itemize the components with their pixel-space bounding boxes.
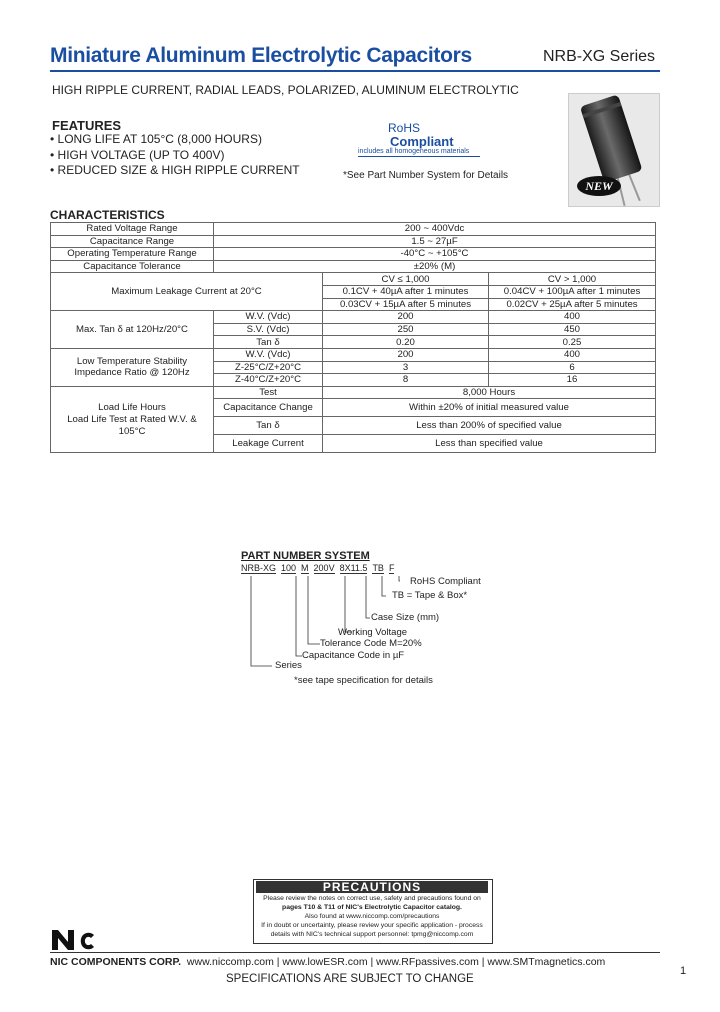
- table-row: [51, 260, 656, 273]
- rohs-detail: includes all homogeneous materials: [358, 148, 470, 155]
- row-label: Rated Voltage Range: [51, 223, 214, 236]
- label-series: Series: [275, 660, 302, 671]
- table-row: [51, 348, 656, 361]
- precaution-line: If in doubt or uncertainty, please review your specific application - process: [261, 922, 483, 929]
- cell: 8: [323, 374, 489, 387]
- code-voltage: 200V: [313, 563, 335, 573]
- page-title: Miniature Aluminum Electrolytic Capacitors: [50, 44, 472, 67]
- cell: 16: [489, 374, 656, 387]
- series-name: NRB-XG Series: [543, 48, 656, 65]
- label-tape-box: TB = Tape & Box*: [392, 590, 468, 601]
- code-packaging: TB: [372, 563, 384, 573]
- cell: 6: [489, 361, 656, 374]
- row-label: Maximum Leakage Current at 20°C: [51, 273, 323, 311]
- cell: 3: [323, 361, 489, 374]
- table-row: [51, 235, 656, 248]
- cell: Less than 200% of specified value: [323, 417, 656, 435]
- spec-change-notice: SPECIFICATIONS ARE SUBJECT TO CHANGE: [226, 973, 474, 985]
- tape-note: *see tape specification for details: [294, 675, 433, 686]
- lowtemp-label-1: Low Temperature Stability: [76, 356, 188, 368]
- cell: 200: [323, 348, 489, 361]
- part-number-code: [241, 563, 399, 574]
- rohs-compliant: Compliant: [390, 134, 454, 149]
- cell: 0.03CV + 15µA after 5 minutes: [323, 298, 489, 311]
- cell: 400: [489, 311, 656, 324]
- row-label: [51, 348, 214, 386]
- table-row: [51, 248, 656, 261]
- cell: Within ±20% of initial measured value: [323, 399, 656, 417]
- loadlife-label-2: Load Life Test at Rated W.V. & 105°C: [67, 413, 197, 437]
- code-series: NRB-XG: [241, 563, 277, 573]
- feature-item: • LONG LIFE AT 105°C (8,000 HOURS): [50, 132, 262, 146]
- row-value: ±20% (M): [214, 260, 656, 273]
- sub-label: Test: [214, 386, 323, 399]
- cell: 0.1CV + 40µA after 1 minutes: [323, 285, 489, 298]
- cell: 0.04CV + 100µA after 1 minutes: [489, 285, 656, 298]
- col-header: CV ≤ 1,000: [323, 273, 489, 286]
- row-value: 200 ~ 400Vdc: [214, 223, 656, 236]
- feature-item: • REDUCED SIZE & HIGH RIPPLE CURRENT: [50, 163, 300, 177]
- row-value: -40°C ~ +105°C: [214, 248, 656, 261]
- page-number: 1: [680, 965, 687, 977]
- cell: 0.25: [489, 336, 656, 349]
- loadlife-label-1: Load Life Hours: [98, 401, 166, 413]
- table-row: [51, 223, 656, 236]
- label-case-size: Case Size (mm): [371, 612, 440, 623]
- code-capacitance: 100: [281, 563, 297, 573]
- lowtemp-label-2: Impedance Ratio @ 120Hz: [74, 367, 190, 379]
- rohs-label: RoHS: [388, 121, 421, 135]
- precautions-heading: PRECAUTIONS: [256, 881, 488, 893]
- cell: 0.20: [323, 336, 489, 349]
- row-label: Operating Temperature Range: [51, 248, 214, 261]
- precaution-line: Please review the notes on correct use, safety and precautions found on: [263, 895, 481, 902]
- table-row: [51, 311, 656, 324]
- row-label: Capacitance Tolerance: [51, 260, 214, 273]
- sub-label: Tan δ: [214, 417, 323, 435]
- nic-logo: [50, 926, 96, 952]
- label-capacitance-code: Capacitance Code in µF: [302, 650, 405, 661]
- part-number-heading: PART NUMBER SYSTEM: [241, 550, 370, 562]
- label-working-voltage: Working Voltage: [338, 627, 408, 638]
- sub-label: W.V. (Vdc): [214, 311, 323, 324]
- footer-links[interactable]: www.niccomp.com | www.lowESR.com | www.RFpassives.com | www.SMTmagnetics.com: [186, 956, 606, 968]
- features-heading: FEATURES: [52, 118, 122, 133]
- footer-line: [50, 956, 605, 968]
- sub-label: Z-25°C/Z+20°C: [214, 361, 323, 374]
- characteristics-table: [50, 222, 656, 453]
- row-label: Capacitance Range: [51, 235, 214, 248]
- code-rohs: F: [388, 563, 395, 573]
- sub-label: W.V. (Vdc): [214, 348, 323, 361]
- feature-item: • HIGH VOLTAGE (UP TO 400V): [50, 148, 225, 162]
- row-value: 1.5 ~ 27µF: [214, 235, 656, 248]
- rohs-rule: [358, 156, 480, 157]
- cell: Less than specified value: [323, 435, 656, 453]
- see-part-note: *See Part Number System for Details: [343, 170, 509, 181]
- cell: 400: [489, 348, 656, 361]
- code-tolerance: M: [301, 563, 309, 573]
- code-case: 8X11.5: [339, 563, 368, 573]
- capacitor-photo: [568, 93, 660, 207]
- sub-label: Capacitance Change: [214, 399, 323, 417]
- label-tolerance: Tolerance Code M=20%: [320, 638, 422, 649]
- company-name: NIC COMPONENTS CORP.: [50, 956, 182, 968]
- table-row: [51, 386, 656, 399]
- cell: 450: [489, 323, 656, 336]
- precaution-line: pages T10 & T11 of NIC's Electrolytic Capacitor catalog.: [282, 904, 462, 911]
- label-rohs: RoHS Compliant: [410, 576, 481, 587]
- capacitor-image: [569, 94, 659, 206]
- row-label: Max. Tan δ at 120Hz/20°C: [51, 311, 214, 349]
- sub-label: Tan δ: [214, 336, 323, 349]
- precaution-line: details with NIC's technical support personnel: tpmg@niccomp.com: [270, 931, 474, 938]
- cell: 200: [323, 311, 489, 324]
- cell: 250: [323, 323, 489, 336]
- cell: 8,000 Hours: [323, 386, 656, 399]
- footer-rule: [50, 952, 660, 953]
- col-header: CV > 1,000: [489, 273, 656, 286]
- sub-label: Leakage Current: [214, 435, 323, 453]
- sub-label: Z-40°C/Z+20°C: [214, 374, 323, 387]
- sub-label: S.V. (Vdc): [214, 323, 323, 336]
- table-row: [51, 273, 656, 286]
- characteristics-heading: CHARACTERISTICS: [50, 208, 165, 222]
- cell: 0.02CV + 25µA after 5 minutes: [489, 298, 656, 311]
- header-rule: [50, 70, 660, 72]
- precaution-line: Also found at www.niccomp.com/precautions: [304, 913, 440, 920]
- subtitle: HIGH RIPPLE CURRENT, RADIAL LEADS, POLARIZED, ALUMINUM ELECTROLYTIC: [52, 83, 519, 97]
- row-label: [51, 386, 214, 453]
- new-badge: NEW: [585, 179, 613, 193]
